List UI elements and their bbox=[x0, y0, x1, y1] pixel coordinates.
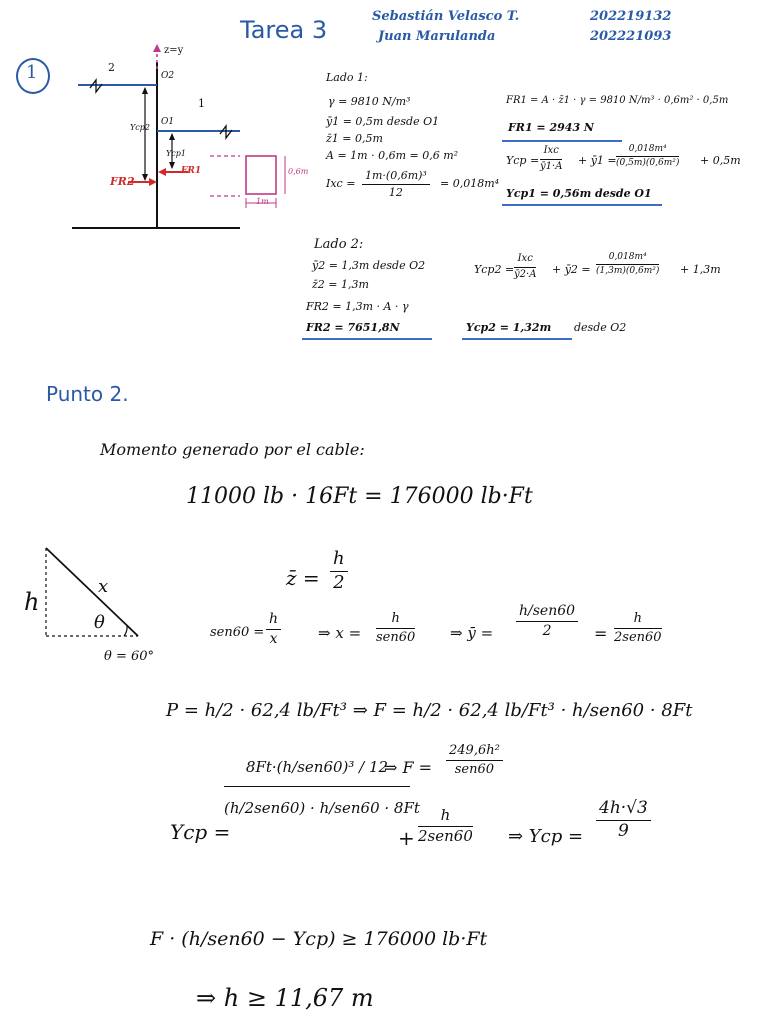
lado1-ycp-lhs: Ycp = bbox=[506, 154, 540, 167]
gate-diagram bbox=[60, 40, 310, 240]
force-frac: 249,6h² sen60 bbox=[446, 744, 503, 776]
diagram-ycp1: Ycp1 bbox=[166, 149, 186, 158]
final-answer: ⇒ h ≥ 11,67 m bbox=[196, 984, 374, 1012]
lado1-ixc-frac: $\frac{\text{1m·(0,6m)³}}{12}$ bbox=[362, 170, 430, 198]
triangle-h: h bbox=[24, 588, 40, 616]
lado2-ycp2-result: Ycp2 = 1,32m bbox=[466, 321, 552, 334]
pressure-force-equation: P = h/2 · 62,4 lb/Ft³ ⇒ F = h/2 · 62,4 lb/Ft³ · h/sen60 · 8Ft bbox=[166, 700, 693, 721]
lado1-ycp-frac1: Ixc ȳ1·A bbox=[540, 145, 563, 172]
triangle-x: x bbox=[98, 576, 109, 597]
diagram-axis-label: z=y bbox=[164, 45, 184, 56]
author-name-2: Juan Marulanda bbox=[378, 29, 496, 44]
gate-rect bbox=[246, 156, 276, 194]
lado1-title: Lado 1: bbox=[326, 71, 368, 84]
diagram-o2: O2 bbox=[161, 71, 175, 81]
surface-mark-2 bbox=[90, 80, 102, 92]
lado2-zbar: z̄2 = 1,3m bbox=[312, 278, 369, 291]
triangle-theta: θ bbox=[94, 612, 105, 633]
ycp-plus: + bbox=[398, 826, 415, 850]
author-name-1: Sebastián Velasco T. bbox=[372, 9, 520, 24]
lado2-ycp-frac2: $\frac{\text{0,018m⁴}}{\text{(1,3m)(0,6m²)}}$ bbox=[596, 252, 660, 277]
zbar-frac: $\frac{h}{2}$ bbox=[330, 550, 348, 593]
y-frac2: h 2sen60 bbox=[614, 611, 662, 645]
lado1-ycp-end: + 0,5m bbox=[700, 154, 741, 167]
diagram-label-1: 1 bbox=[198, 97, 205, 110]
diagram-dim-06: 0,6m bbox=[288, 167, 309, 176]
x-arrow: ⇒ x = bbox=[318, 624, 362, 642]
lado1-ybar: ȳ1 = 0,5m desde O1 bbox=[326, 115, 440, 128]
y-frac: h/sen60 2 bbox=[516, 604, 578, 638]
lado2-fr2-eq: FR2 = 1,3m · A · γ bbox=[306, 300, 409, 313]
ycp-frac2: h 2sen60 bbox=[418, 806, 473, 845]
lado1-ixc-result: = 0,018m⁴ bbox=[440, 177, 500, 190]
diagram-fr1: FR1 bbox=[181, 166, 202, 176]
lado2-fr2-result: FR2 = 7651,8N bbox=[306, 321, 400, 334]
lado2-fr2-underline bbox=[302, 338, 432, 340]
ycp-result-frac: $\frac{4h\cdot√3}{9}$ bbox=[596, 800, 651, 841]
inequality: F · (h/sen60 − Ycp) ≥ 176000 lb·Ft bbox=[150, 928, 488, 950]
problem2-title: Punto 2. bbox=[46, 382, 129, 406]
lado1-area: A = 1m · 0,6m = 0,6 m² bbox=[326, 149, 459, 162]
lado2-ycp-frac1: Ixc ȳ2·A bbox=[514, 253, 537, 280]
lado1-ycp-mid: + ȳ1 = bbox=[578, 154, 617, 167]
axis-arrow bbox=[153, 44, 161, 52]
lado1-gamma: γ = 9810 N/m³ bbox=[328, 95, 411, 108]
slope-triangle bbox=[20, 540, 180, 670]
moment-equation: 11000 lb · 16Ft = 176000 lb·Ft bbox=[186, 484, 533, 509]
ycp-lhs: Ycp = bbox=[170, 820, 231, 844]
zbar-lhs: z̄ = bbox=[286, 566, 320, 590]
lado2-ycp2-underline bbox=[462, 338, 572, 340]
lado1-ycp1-result: Ycp1 = 0,56m desde O1 bbox=[506, 187, 652, 200]
diagram-fr2: FR2 bbox=[110, 175, 135, 188]
page-title: Tarea 3 bbox=[240, 16, 328, 44]
ycp-big-frac: 8Ft·(h/sen60)³ / 12 (h/2sen60) · h/sen60 · 8Ft bbox=[224, 758, 420, 817]
lado1-zbar: z̄1 = 0,5m bbox=[326, 132, 383, 145]
diagram-ycp2: Ycp2 bbox=[130, 123, 150, 132]
force-arrow: ⇒ F = bbox=[384, 758, 433, 777]
sen-lhs: sen60 = bbox=[210, 625, 265, 640]
ycp-arrow: ⇒ Ycp = bbox=[508, 826, 584, 847]
lado1-fr1-underline bbox=[502, 140, 622, 142]
lado1-fr1-eq: FR1 = A · z̄1 · γ = 9810 N/m³ · 0,6m² · 0,5m bbox=[506, 95, 729, 106]
moment-label: Momento generado por el cable: bbox=[100, 440, 365, 459]
lado1-ixc-lhs: Ixc = bbox=[326, 177, 356, 190]
lado2-title: Lado 2: bbox=[314, 237, 364, 252]
lado1-ycp-frac2: $\frac{\text{0,018m⁴}}{\text{(0,5m)(0,6m²)}}$ bbox=[616, 144, 680, 169]
sen-frac: $\frac{h}{x}$ bbox=[266, 612, 281, 646]
y-arrow: ⇒ ȳ = bbox=[450, 624, 494, 642]
diagram-dim-1: 1m bbox=[256, 197, 269, 206]
diagram-label-2: 2 bbox=[108, 61, 115, 74]
x-frac: h sen60 bbox=[376, 611, 416, 645]
author-id-1: 202219132 bbox=[590, 9, 672, 24]
author-id-2: 202221093 bbox=[590, 29, 672, 44]
lado2-ycp2-suffix: desde O2 bbox=[574, 321, 627, 334]
lado2-ybar: ȳ2 = 1,3m desde O2 bbox=[312, 259, 426, 272]
lado1-fr1-result: FR1 = 2943 N bbox=[508, 121, 594, 134]
diagram-o1: O1 bbox=[161, 117, 175, 127]
lado1-ycp1-underline bbox=[502, 204, 662, 206]
lado2-ycp-mid: + ȳ2 = bbox=[552, 263, 591, 276]
triangle-theta-value: θ = 60° bbox=[104, 649, 155, 664]
lado2-ycp-lhs: Ycp2 = bbox=[474, 263, 515, 276]
y-eq: = bbox=[594, 624, 608, 643]
surface-mark-1 bbox=[220, 126, 232, 138]
lado2-ycp-end: + 1,3m bbox=[680, 263, 721, 276]
problem-number: 1 bbox=[26, 62, 38, 83]
